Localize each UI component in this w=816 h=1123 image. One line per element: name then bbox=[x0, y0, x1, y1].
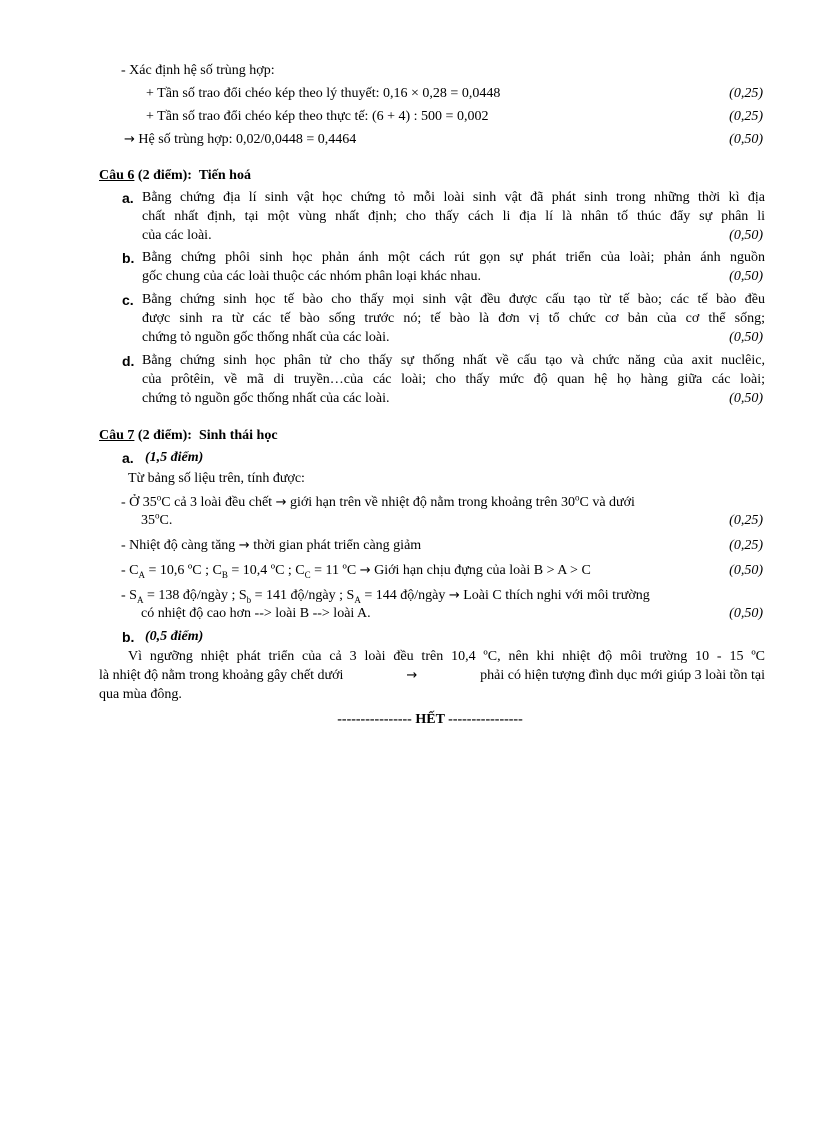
q6-heading bbox=[99, 167, 251, 185]
q6-topic: Tiến hoá bbox=[198, 168, 251, 183]
q7-b-paragraph-line bbox=[99, 667, 765, 685]
text: là nhiệt độ nằm trong khoảng gây chết dưới bbox=[99, 668, 344, 683]
end-marker: ---------------- HẾT ---------------- bbox=[337, 712, 523, 727]
text: - Ở 35 bbox=[121, 495, 157, 510]
score: (0,50) bbox=[729, 606, 763, 621]
text: = 138 độ/ngày ; S bbox=[143, 588, 247, 603]
q6-b-line: Bằng chứng phôi sinh học phản ánh một cách rút gọn sự phát triển của loài; phản ánh nguồn bbox=[142, 250, 765, 265]
arrow-right-icon: → bbox=[275, 495, 287, 510]
subscript: A bbox=[138, 569, 145, 580]
score: (0,25) bbox=[729, 538, 763, 553]
q7-title: Câu 7 bbox=[99, 428, 135, 443]
score: (0,50) bbox=[729, 269, 763, 284]
text: C cả 3 loài đều chết bbox=[161, 495, 273, 510]
subscript: A bbox=[136, 594, 144, 605]
text: phải có hiện tượng đình dục mới giúp 3 loài tồn tại bbox=[480, 668, 765, 683]
q7-item-4 bbox=[121, 587, 650, 605]
score: (0,25) bbox=[729, 86, 763, 101]
subscript: C bbox=[304, 569, 311, 580]
q6-b-line: gốc chung của các loài thuộc các nhóm phân loại khác nhau. bbox=[142, 269, 481, 284]
subscript: A bbox=[354, 594, 361, 605]
q6-d-line: Bằng chứng sinh học phân tử cho thấy sự thống nhất về cấu tạo và chức năng của axit nuclêic, bbox=[142, 353, 765, 368]
score: (0,50) bbox=[729, 391, 763, 406]
arrow-right-icon: → bbox=[238, 538, 250, 553]
q6-b-label: b. bbox=[122, 250, 135, 266]
text: - S bbox=[121, 588, 137, 603]
q6-title: Câu 6 bbox=[99, 168, 135, 183]
text: Giới hạn chịu đựng của loài B > A > C bbox=[374, 563, 591, 578]
q7-intro: Từ bảng số liệu trên, tính được: bbox=[128, 471, 305, 486]
score: (0,25) bbox=[729, 109, 763, 124]
text: = 11 ºC bbox=[310, 563, 357, 578]
text: giới hạn trên về nhiệt độ nằm trong khoảng trên 30 bbox=[289, 495, 575, 510]
q6-a-line: chất nhất định, tại một vùng nhất định; cho thấy cách li địa lí là nhân tố thúc đẩy sự phân li bbox=[142, 209, 765, 224]
text: C và dưới bbox=[579, 495, 635, 510]
degree-mark: o bbox=[575, 492, 580, 503]
q6-d-line: chứng tỏ nguồn gốc thống nhất của các loài. bbox=[142, 391, 390, 406]
score: (0,50) bbox=[729, 563, 763, 578]
degree-mark: o bbox=[155, 510, 160, 521]
coincidence-heading: - Xác định hệ số trùng hợp: bbox=[121, 63, 275, 78]
text: = 10,6 ºC ; C bbox=[145, 563, 222, 578]
arrow-right-icon: → bbox=[406, 668, 418, 683]
coincidence-result-text: Hệ số trùng hợp: 0,02/0,0448 = 0,4464 bbox=[138, 132, 357, 147]
q6-c-line: chứng tỏ nguồn gốc thống nhất của các loài. bbox=[142, 330, 390, 345]
q6-d-line: của prôtêin, về mã di truyền…của các loài; cho thấy mức độ quan hệ họ hàng giữa các loài; bbox=[142, 372, 765, 387]
q7-b-paragraph-line: qua mùa đông. bbox=[99, 687, 182, 702]
q7-a-points: (1,5 điểm) bbox=[145, 450, 204, 465]
q6-c-label: c. bbox=[122, 292, 134, 308]
text: C. bbox=[159, 513, 173, 528]
actual-frequency-line: + Tần số trao đổi chéo kép theo thực tế: (6 + 4) : 500 = 0,002 bbox=[146, 109, 489, 124]
q6-a-label: a. bbox=[122, 190, 134, 206]
q7-a-label: a. bbox=[122, 450, 134, 466]
text: - C bbox=[121, 563, 139, 578]
score: (0,50) bbox=[729, 228, 763, 243]
score: (0,50) bbox=[729, 330, 763, 345]
q7-item-1 bbox=[121, 494, 635, 512]
q6-a-line: của các loài. bbox=[142, 228, 212, 243]
arrow-right-icon: → bbox=[124, 132, 135, 147]
q7-item-4-cont: có nhiệt độ cao hơn --> loài B --> loài A. bbox=[141, 606, 371, 621]
q7-item-3 bbox=[121, 562, 591, 580]
subscript: b bbox=[246, 594, 252, 605]
text: Loài C thích nghi với môi trường bbox=[463, 588, 650, 603]
theoretical-frequency-line: + Tần số trao đổi chéo kép theo lý thuyết: 0,16 × 0,28 = 0,0448 bbox=[146, 86, 501, 101]
text: = 10,4 ºC ; C bbox=[227, 563, 305, 578]
text: = 141 độ/ngày ; S bbox=[251, 588, 355, 603]
arrow-right-icon: → bbox=[448, 588, 460, 603]
q7-item-2 bbox=[121, 537, 421, 555]
q6-points: (2 điểm): bbox=[134, 168, 192, 183]
q6-c-line: được sinh ra từ các tế bào sống trước nó; tế bào là đơn vị tổ chức cơ bản của cơ thể sống; bbox=[142, 311, 765, 326]
q6-c-line: Bằng chứng sinh học tế bào cho thấy mọi sinh vật đều được cấu tạo từ tế bào; các tế bào đều bbox=[142, 292, 765, 307]
score: (0,50) bbox=[729, 132, 763, 147]
q7-b-paragraph-line: Vì ngưỡng nhiệt phát triển của cả 3 loài đều trên 10,4 ºC, nên khi nhiệt độ môi trường 10 - 15 ºC bbox=[128, 649, 765, 664]
text: = 144 độ/ngày bbox=[360, 588, 446, 603]
text: 35 bbox=[141, 513, 155, 528]
text: thời gian phát triển càng giảm bbox=[253, 538, 422, 553]
q7-topic: Sinh thái học bbox=[198, 428, 278, 443]
q7-heading bbox=[99, 427, 278, 445]
q6-d-label: d. bbox=[122, 353, 135, 369]
q6-a-line: Bằng chứng địa lí sinh vật học chứng tỏ mỗi loài sinh vật đã phát sinh trong những thời kì địa bbox=[142, 190, 765, 205]
degree-mark: o bbox=[156, 492, 162, 503]
q7-b-points: (0,5 điểm) bbox=[145, 629, 204, 644]
subscript: B bbox=[221, 569, 228, 580]
q7-item-1-cont bbox=[141, 512, 172, 530]
coincidence-result-line bbox=[124, 131, 356, 149]
arrow-right-icon: → bbox=[359, 563, 371, 578]
text: - Nhiệt độ càng tăng bbox=[121, 538, 236, 553]
q7-b-label: b. bbox=[122, 629, 135, 645]
score: (0,25) bbox=[729, 513, 763, 528]
q7-points: (2 điểm): bbox=[134, 428, 192, 443]
